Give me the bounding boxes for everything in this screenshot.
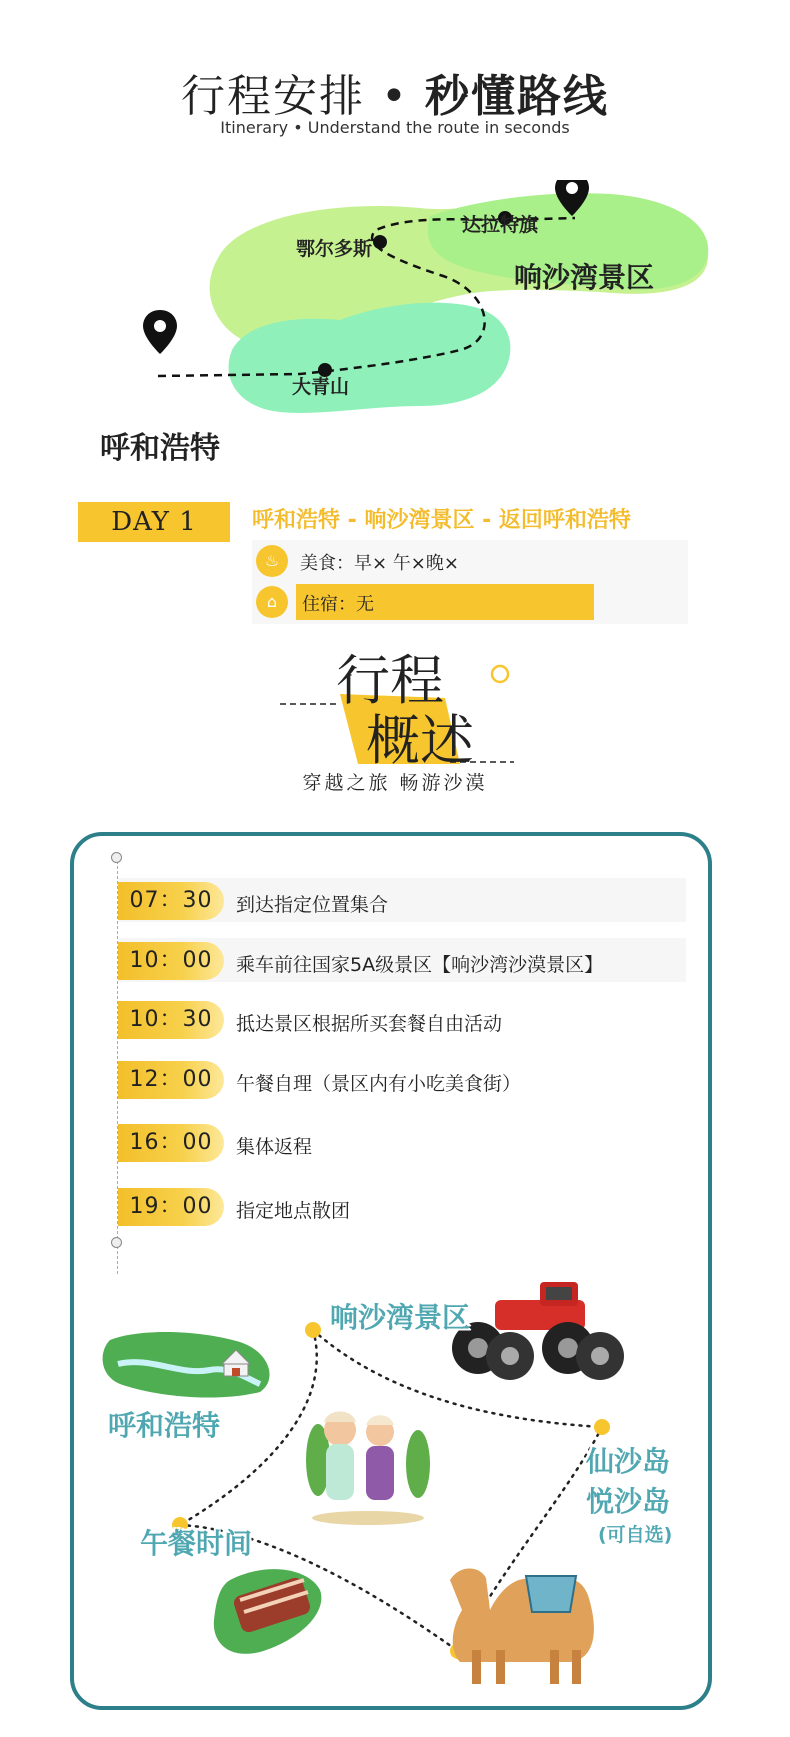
home-icon: ⌂	[256, 586, 288, 618]
schedule-time: 10：30	[118, 1001, 224, 1039]
grassland-yurt-illustration	[103, 1332, 270, 1398]
desert-characters-illustration	[306, 1412, 430, 1526]
location-pin-icon	[143, 310, 177, 354]
timeline-dot-top	[111, 852, 122, 863]
title-separator: •	[381, 71, 409, 122]
overview-title-line-1: 行程	[336, 649, 444, 712]
route-node	[594, 1419, 610, 1435]
camel-illustration	[450, 1569, 594, 1685]
overview-title-line-2: 概述	[366, 709, 474, 772]
route-node	[305, 1322, 321, 1338]
schedule-text: 午餐自理（景区内有小吃美食街）	[236, 1073, 522, 1095]
schedule-text: 集体返程	[236, 1136, 313, 1158]
meals-info: 美食：早× 午×晚×	[300, 553, 459, 574]
roast-beef-illustration	[214, 1569, 322, 1654]
label-xiangshawan: 响沙湾景区	[330, 1301, 471, 1334]
monster-truck-illustration	[452, 1282, 624, 1380]
schedule-text: 抵达景区根据所买套餐自由活动	[236, 1013, 503, 1035]
day-badge: DAY 1	[78, 502, 230, 542]
schedule-text: 到达指定位置集合	[236, 894, 389, 916]
overview-subtitle: 穿越之旅 畅游沙漠	[302, 772, 488, 794]
lodging-info: 住宿：无	[302, 594, 374, 615]
label-lunch-time: 午餐时间	[140, 1527, 253, 1560]
label-huhehaote: 呼和浩特	[108, 1409, 221, 1442]
schedule-time: 07：30	[118, 882, 224, 920]
title-bold: 秒懂路线	[424, 71, 609, 122]
decor-circle	[492, 666, 508, 682]
map-label-huhehaote: 呼和浩特	[100, 431, 220, 466]
schedule-time: 12：00	[118, 1061, 224, 1099]
map-label-xiangshawan: 响沙湾景区	[514, 261, 655, 294]
title-light: 行程安排	[181, 71, 366, 122]
page-subtitle: Itinerary • Understand the route in seconds	[220, 118, 570, 137]
label-yueshadao: 悦沙岛	[586, 1485, 671, 1518]
day-route: 呼和浩特 - 响沙湾景区 - 返回呼和浩特	[252, 508, 631, 533]
map-label-daqingshan: 大青山	[292, 376, 350, 398]
schedule-time: 16：00	[118, 1124, 224, 1162]
timeline-dot-bottom	[111, 1237, 122, 1248]
label-xianshadao: 仙沙岛	[586, 1445, 671, 1478]
route-stop-eerduosi	[373, 235, 387, 249]
schedule-time: 10：00	[118, 942, 224, 980]
map-label-dalateqi: 达拉特旗	[462, 214, 539, 236]
page-title	[0, 60, 790, 124]
schedule-text: 指定地点散团	[236, 1200, 351, 1222]
label-optional: (可自选)	[598, 1524, 673, 1546]
dining-icon: ♨	[256, 545, 288, 577]
map-label-eerduosi: 鄂尔多斯	[296, 238, 373, 260]
schedule-time: 19：00	[118, 1188, 224, 1226]
schedule-text: 乘车前往国家5A级景区【响沙湾沙漠景区】	[236, 954, 604, 976]
